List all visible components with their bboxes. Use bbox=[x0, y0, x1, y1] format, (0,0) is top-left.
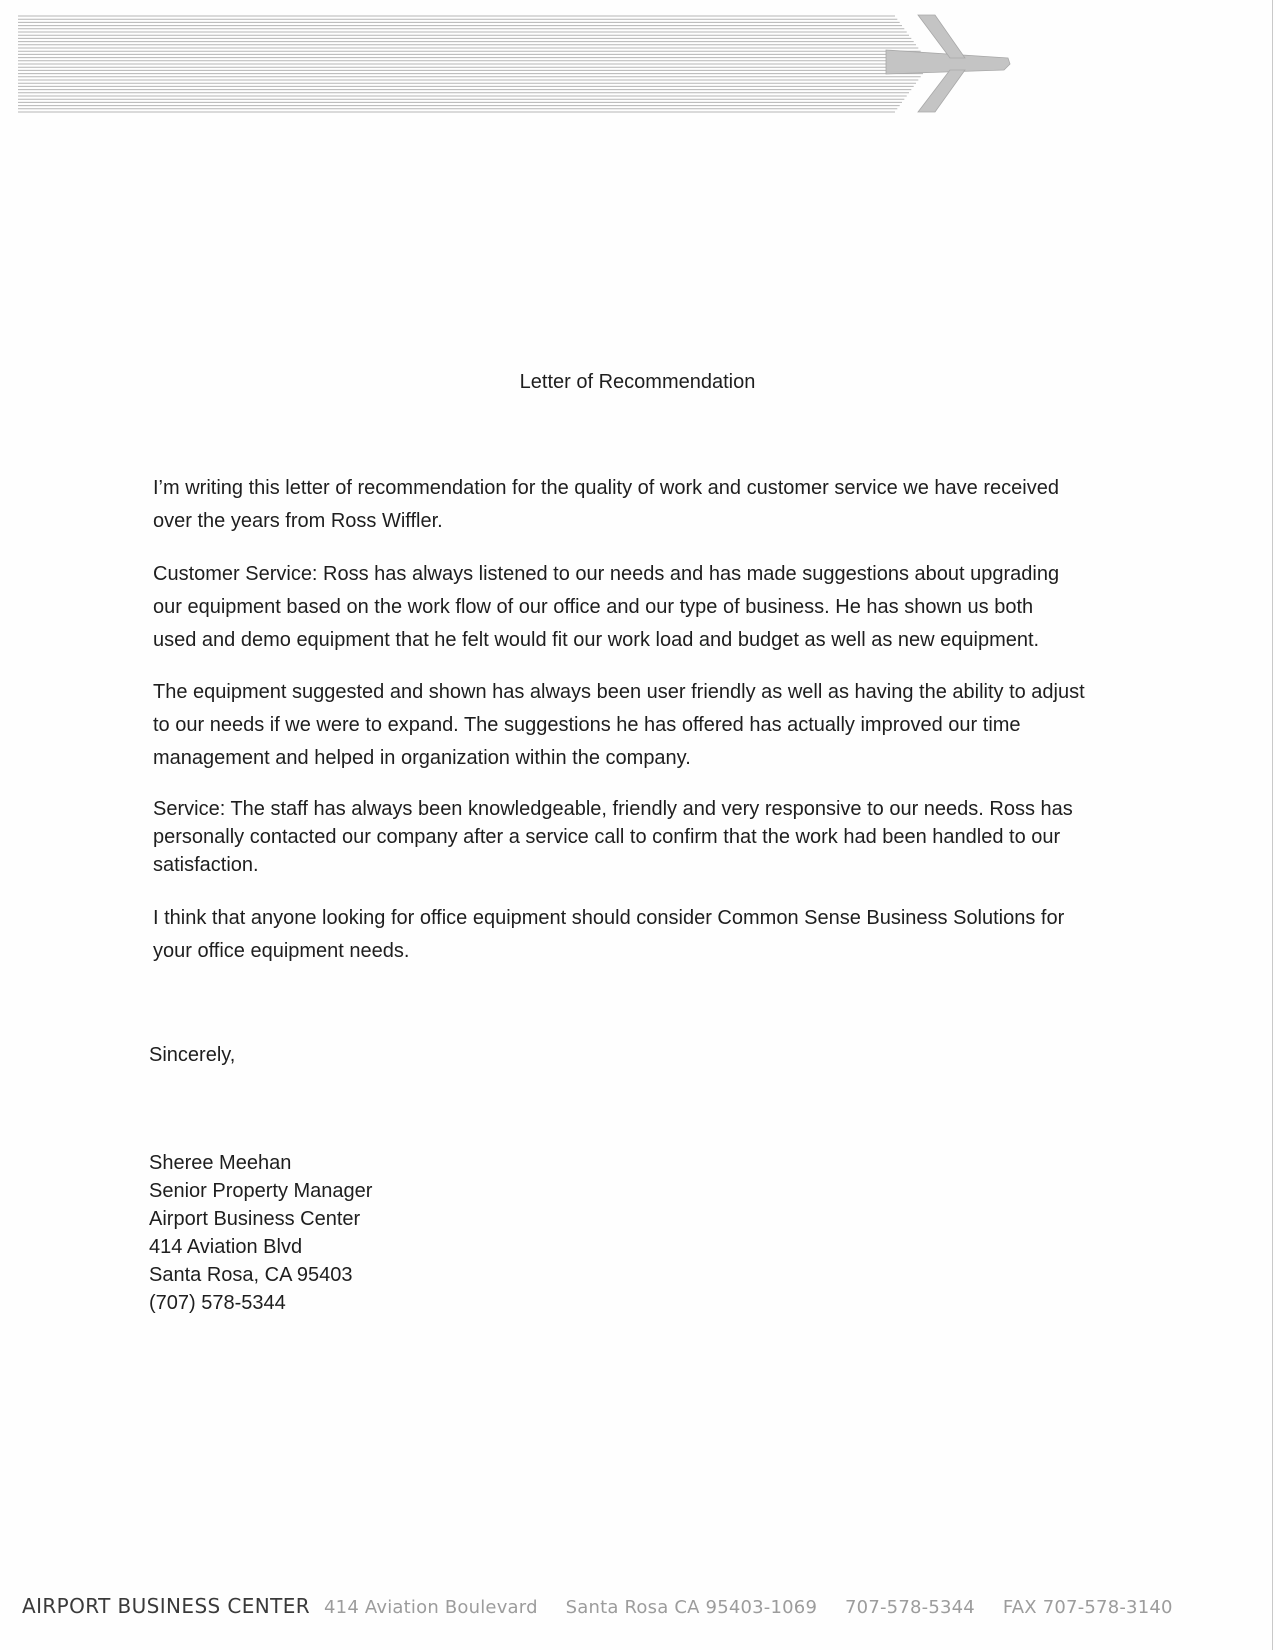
closing-salutation: Sincerely, bbox=[149, 1044, 236, 1066]
paragraph-line: satisfaction. bbox=[153, 854, 259, 876]
paragraph-line: Service: The staff has always been knowledgeable, friendly and very responsive to our needs. Ross has bbox=[153, 798, 1073, 820]
footer-city: Santa Rosa CA 95403-1069 bbox=[565, 1597, 818, 1618]
footer-phone: 707-578-5344 bbox=[845, 1597, 975, 1618]
signer-street: 414 Aviation Blvd bbox=[149, 1236, 303, 1258]
paragraph-line: management and helped in organization within the company. bbox=[153, 747, 691, 769]
paragraph-line: I’m writing this letter of recommendation for the quality of work and customer service we have received bbox=[153, 477, 1059, 499]
paragraph-line: your office equipment needs. bbox=[153, 940, 410, 962]
signer-role: Senior Property Manager bbox=[149, 1180, 373, 1202]
signer-phone: (707) 578-5344 bbox=[149, 1292, 286, 1314]
paragraph-line: used and demo equipment that he felt would fit our work load and budget as well as new equipment. bbox=[153, 629, 1040, 651]
page-edge bbox=[1272, 0, 1273, 1650]
paragraph-4 bbox=[153, 795, 1143, 879]
paragraph-3 bbox=[153, 676, 1143, 775]
letterhead-plane-graphic bbox=[0, 0, 1275, 130]
paragraph-line: over the years from Ross Wiffler. bbox=[153, 510, 443, 532]
letterhead-footer bbox=[22, 1594, 1173, 1618]
paragraph-line: personally contacted our company after a service call to confirm that the work had been handled to our bbox=[153, 826, 1061, 848]
paragraph-2 bbox=[153, 558, 1143, 657]
signer-company: Airport Business Center bbox=[149, 1208, 361, 1230]
paragraph-line: The equipment suggested and shown has always been user friendly as well as having the ability to adjust bbox=[153, 681, 1085, 703]
signer-name: Sheree Meehan bbox=[149, 1152, 292, 1174]
signature-block bbox=[149, 1149, 372, 1317]
paragraph-line: our equipment based on the work flow of our office and our type of business. He has shown us both bbox=[153, 596, 1034, 618]
letter-title: Letter of Recommendation bbox=[519, 371, 756, 393]
signer-city: Santa Rosa, CA 95403 bbox=[149, 1264, 353, 1286]
paragraph-line: to our needs if we were to expand. The suggestions he has offered has actually improved our time bbox=[153, 714, 1021, 736]
footer-fax: FAX 707-578-3140 bbox=[1002, 1597, 1173, 1618]
paragraph-line: Customer Service: Ross has always listened to our needs and has made suggestions about upgrading bbox=[153, 563, 1060, 585]
paragraph-line: I think that anyone looking for office equipment should consider Common Sense Business Solutions for bbox=[153, 907, 1065, 929]
plane-icon bbox=[886, 15, 1010, 112]
footer-brand: AIRPORT BUSINESS CENTER bbox=[22, 1594, 311, 1618]
paragraph-5 bbox=[153, 902, 1143, 968]
footer-address: 414 Aviation Boulevard bbox=[324, 1597, 538, 1618]
paragraph-1 bbox=[153, 472, 1143, 538]
